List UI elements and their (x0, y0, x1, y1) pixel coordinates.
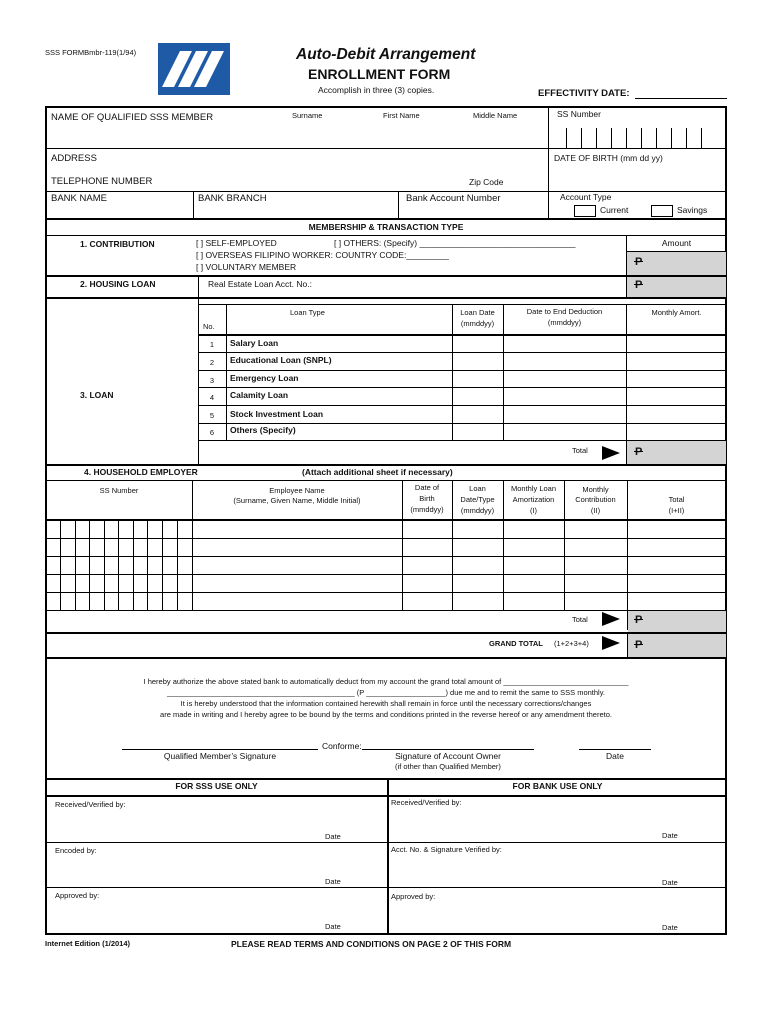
grand-total-peso: P (635, 639, 643, 651)
loan-row-type: Salary Loan (230, 338, 279, 348)
grand-total-note: (1+2+3+4) (554, 639, 589, 648)
ss-number-label: SS Number (557, 109, 601, 119)
col-end-deduction: Date to End Deduction (526, 307, 603, 316)
loan-row-no: 5 (209, 411, 215, 420)
dob-label: DATE OF BIRTH (mm dd yy) (554, 153, 663, 163)
date-signature-line[interactable] (579, 740, 651, 750)
bank-acct-verified-date: Date (662, 878, 678, 887)
member-name-label: NAME OF QUALIFIED SSS MEMBER (51, 112, 214, 123)
owner-note: (if other than Qualified Member) (395, 762, 501, 771)
member-signature-label: Qualified Member’s Signature (163, 751, 277, 761)
sss-use-heading: FOR SSS USE ONLY (175, 781, 258, 791)
col-no: No. (203, 322, 215, 331)
subtitle: Accomplish in three (3) copies. (318, 85, 435, 95)
auth-line-2: _____________________________________________ (P ___________________) due me and to remit the same to SSS monthly. (166, 688, 605, 697)
sss-approved-date: Date (325, 922, 341, 931)
account-type-label: Account Type (560, 192, 612, 202)
page-title: ENROLLMENT FORM (308, 66, 451, 82)
form-code: SSS FORMBmbr-119(1/94) (45, 48, 137, 57)
amount-label: Amount (661, 238, 692, 248)
owner-signature-label: Signature of Account Owner (395, 751, 501, 761)
real-estate-label: Real Estate Loan Acct. No.: (208, 279, 312, 289)
col-amort: Monthly Loan (510, 484, 557, 493)
surname-label: Surname (292, 111, 323, 120)
arrow-icon (602, 636, 620, 650)
current-label: Current (600, 205, 629, 215)
col-dob: (mmddyy) (410, 505, 444, 514)
current-checkbox[interactable] (574, 205, 596, 217)
bank-acct-verified-label: Acct. No. & Signature Verified by: (391, 845, 502, 854)
sss-received-label: Received/Verified by: (55, 800, 126, 809)
col-amort: Amortization (512, 495, 555, 504)
household-label: 4. HOUSEHOLD EMPLOYER (84, 467, 198, 477)
col-loan-date-fmt: (mmddyy) (460, 319, 495, 328)
effectivity-field[interactable] (635, 88, 727, 99)
sss-encoded-label: Encoded by: (55, 846, 97, 855)
col-contrib: Contribution (575, 495, 616, 504)
col-employee-name-fmt: (Surname, Given Name, Middle Initial) (233, 496, 361, 505)
loan-total-peso: P (635, 446, 643, 458)
col-amort: (I) (529, 506, 538, 515)
contribution-label: 1. CONTRIBUTION (80, 239, 155, 249)
grand-total-label: GRAND TOTAL (489, 639, 543, 648)
sss-received-date: Date (325, 832, 341, 841)
col-contrib: Monthly (582, 485, 609, 494)
col-total: Total (668, 495, 685, 504)
loan-row-no: 3 (209, 376, 215, 385)
savings-checkbox[interactable] (651, 205, 673, 217)
housing-loan-label: 2. HOUSING LOAN (80, 279, 156, 289)
auth-line-1: I hereby authorize the above stated bank to automatically deduct from my account the grand total amount of ______________________________ (143, 677, 629, 686)
col-loan-date: Loan Date (460, 308, 495, 317)
bank-account-label: Bank Account Number (406, 193, 501, 204)
col-monthly: Monthly Amort. (651, 308, 702, 317)
loan-row-type: Stock Investment Loan (230, 409, 324, 419)
sss-approved-label: Approved by: (55, 891, 100, 900)
loan-row-type: Others (Specify) (230, 425, 296, 435)
col-dob: Birth (419, 494, 435, 503)
self-employed-option[interactable]: [ ] SELF-EMPLOYED (196, 238, 277, 248)
arrow-icon (602, 446, 620, 460)
zip-label: Zip Code (469, 177, 504, 187)
first-name-label: First Name (383, 111, 420, 120)
sss-encoded-date: Date (325, 877, 341, 886)
others-option[interactable]: [ ] OTHERS: (Specify) _________________________________ (334, 238, 576, 248)
col-loan: Loan (469, 484, 486, 493)
loan-row-no: 4 (209, 393, 215, 402)
savings-label: Savings (677, 205, 708, 215)
ofw-option[interactable]: [ ] OVERSEAS FILIPINO WORKER: COUNTRY CODE:_________ (196, 250, 449, 260)
date-label: Date (606, 751, 624, 761)
loan-row-type: Emergency Loan (230, 373, 299, 383)
membership-heading: MEMBERSHIP & TRANSACTION TYPE (308, 222, 464, 232)
terms-notice: PLEASE READ TERMS AND CONDITIONS ON PAGE 2 OF THIS FORM (231, 939, 512, 949)
bank-approved-label: Approved by: (391, 892, 436, 901)
loan-row-no: 2 (209, 358, 215, 367)
loan-row-no: 6 (209, 428, 215, 437)
col-total: (I+II) (668, 506, 685, 515)
col-contrib: (II) (590, 506, 601, 515)
bank-name-label: BANK NAME (51, 193, 107, 204)
telephone-label: TELEPHONE NUMBER (51, 176, 153, 187)
col-employee-name: Employee Name (269, 486, 325, 495)
conforme-label: Conforme: (322, 741, 362, 751)
col-dob: Date of (414, 483, 440, 492)
loan-row-no: 1 (209, 340, 215, 349)
edition-label: Internet Edition (1/2014) (45, 939, 131, 948)
bank-branch-label: BANK BRANCH (198, 193, 267, 204)
auth-line-4: are made in writing and I hereby agree to be bound by the terms and conditions printed in the reverse hereof or any amendment thereto. (160, 710, 612, 719)
loan-section-label: 3. LOAN (80, 390, 114, 400)
housing-peso: P (635, 279, 643, 291)
bank-received-label: Received/Verified by: (391, 798, 462, 807)
middle-name-label: Middle Name (473, 111, 518, 120)
attach-note: (Attach additional sheet if necessary) (302, 467, 453, 477)
household-total-peso: P (635, 614, 643, 626)
loan-total-label: Total (572, 446, 588, 455)
address-label: ADDRESS (51, 153, 97, 164)
loan-row-type: Educational Loan (SNPL) (230, 355, 332, 365)
col-loan-type: Loan Type (290, 308, 325, 317)
household-total-label: Total (572, 615, 588, 624)
col-loan: (mmddyy) (460, 506, 495, 515)
col-loan: Date/Type (460, 495, 495, 504)
col-end-deduction-fmt: (mmddyy) (547, 318, 582, 327)
arrow-icon (602, 612, 620, 626)
loan-row-type: Calamity Loan (230, 390, 289, 400)
member-signature-line[interactable] (122, 740, 318, 750)
title-italic: Auto-Debit Arrangement (296, 46, 476, 63)
effectivity-label: EFFECTIVITY DATE: (538, 88, 630, 99)
sss-logo (158, 43, 230, 95)
owner-signature-line[interactable] (362, 740, 534, 750)
bank-received-date: Date (662, 831, 678, 840)
contribution-peso: P (635, 256, 643, 268)
bank-use-heading: FOR BANK USE ONLY (512, 781, 603, 791)
col-ss-number: SS Number (99, 486, 139, 495)
auth-line-3: It is hereby understood that the information contained herewith shall remain in force until the necessary corrections/changes (180, 699, 592, 708)
voluntary-option[interactable]: [ ] VOLUNTARY MEMBER (196, 262, 297, 272)
bank-approved-date: Date (662, 923, 678, 932)
